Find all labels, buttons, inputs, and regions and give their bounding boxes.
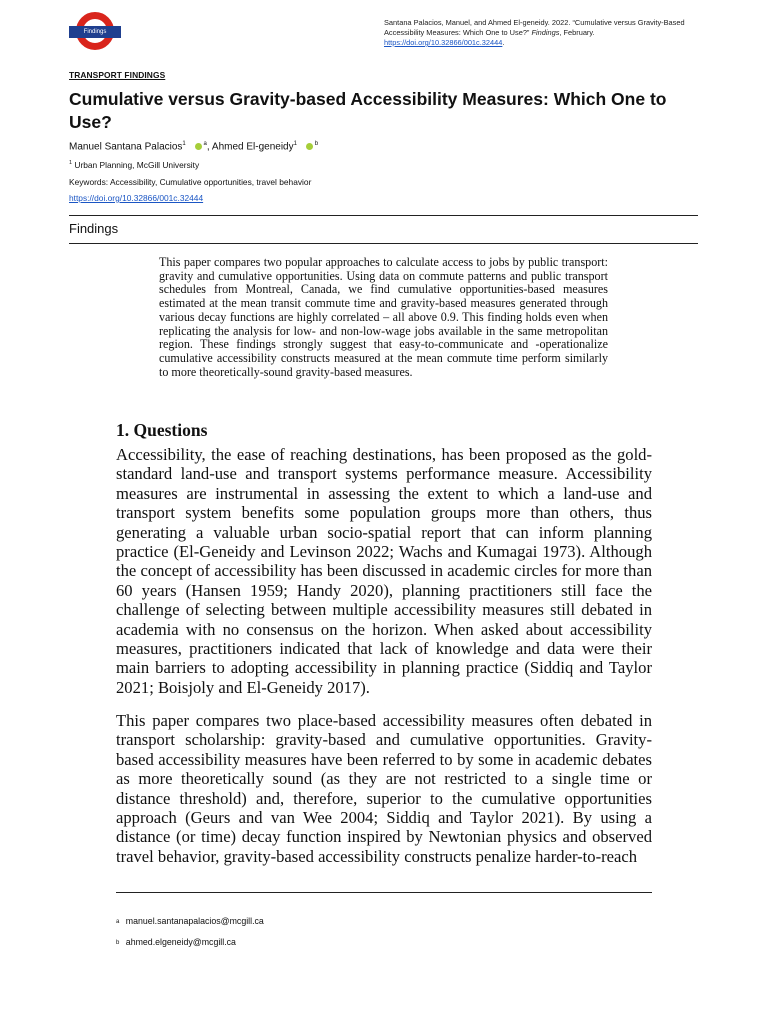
citation-doi-suffix: . <box>502 38 505 47</box>
author-affil-num: 1 <box>293 141 297 147</box>
footnote-email[interactable]: ahmed.elgeneidy@mcgill.ca <box>125 937 236 947</box>
section-tag[interactable]: TRANSPORT FINDINGS <box>69 70 166 80</box>
paper-title: Cumulative versus Gravity-based Accessibility Measures: Which One to Use? <box>69 89 667 132</box>
orcid-icon[interactable] <box>306 143 313 150</box>
footnote-item <box>116 937 236 947</box>
author-list <box>69 141 318 152</box>
findings-logo <box>69 12 121 52</box>
author-name: Ahmed El-geneidy <box>211 141 294 153</box>
footnote-divider <box>116 892 652 893</box>
affiliation-text: Urban Planning, McGill University <box>74 160 200 170</box>
footnote-email[interactable]: manuel.santanapalacios@mcgill.ca <box>125 916 264 926</box>
abstract-text: This paper compares two popular approaches to calculate access to jobs by public transport: gravity and cumulative opportunities. Using data on commute patterns and public transport schedules from Montreal, Canada, we find cumulative opportunities-based measures estimated at the mean transit commute time and gravity-based measures generated through various decay functions are highly correlated – all above 0.9. This finding holds even when replicating the analysis for low- and non-low-wage jobs available in the same metropolitan region. These findings strongly suggest that easy-to-communicate and -operationalize cumulative accessibility constructs measured at the mean commute time perform similarly to more theoretically-sound gravity-based measures. <box>159 255 608 379</box>
footnote-item <box>116 916 264 926</box>
citation-date: , February. <box>559 28 595 37</box>
orcid-icon[interactable] <box>195 143 202 150</box>
author-affil-num: 1 <box>182 141 186 147</box>
keywords: Keywords: Accessibility, Cumulative opportunities, travel behavior <box>69 177 312 187</box>
body-paragraph: Accessibility, the ease of reaching destinations, has been proposed as the gold-standard land-use and transport systems performance measure. Accessibility measures are instrumental in assessing the extent to which a land-use and transport system benefits some population groups more than others, thus generating a valuable urban socio-spatial report that can inform planning practice (El-Geneidy and Levinson 2022; Wachs and Kumagai 1973). Although the concept of accessibility has been discussed in academic circles for more than 60 years (Hansen 1959; Handy 2020), planning practitioners still face the challenge of selecting between multiple accessibility measures still debated in academia with no consensus on the horizon. When asked about accessibility measures, practitioners indicated that lack of knowledge and data were their main barriers to adopting accessibility in planning practice (Siddiq and Taylor 2021; Boisjoly and El-Geneidy 2017). <box>116 445 652 697</box>
section-heading: 1. Questions <box>116 420 208 440</box>
affiliation <box>69 160 199 170</box>
divider-top <box>69 215 698 216</box>
author-separator: , <box>206 141 210 153</box>
body-paragraph: This paper compares two place-based accessibility measures often debated in transport scholarship: gravity-based and cumulative opportunities. Gravity-based accessibility measures have been referred to by some in academic debates as more theoretically sound (as they are not restricted to a single time or distance threshold) and, therefore, superior to the cumulative opportunities approach (Geurs and van Wee 2004; Siddiq and Taylor 2021). By using a distance (or time) decay function inspired by Newtonian physics and observed travel behavior, gravity-based accessibility constructs penalize harder-to-reach <box>116 711 652 866</box>
author-mark: b <box>314 141 319 147</box>
logo-label: Findings <box>69 26 121 38</box>
footnote-mark: a <box>116 918 120 925</box>
affiliation-num: 1 <box>69 160 73 167</box>
author-mark: a <box>203 141 207 147</box>
findings-heading: Findings <box>69 221 119 236</box>
citation-text: Santana Palacios, Manuel, and Ahmed El-geneidy. 2022. “Cumulative versus Gravity-Based Accessibility Measures: Which One to Use?” <box>384 18 685 37</box>
citation-doi-link[interactable]: https://doi.org/10.32866/001c.32444 <box>384 38 503 47</box>
footnote-mark: b <box>116 939 120 946</box>
doi-link[interactable]: https://doi.org/10.32866/001c.32444 <box>69 193 204 203</box>
author-name: Manuel Santana Palacios <box>69 141 183 153</box>
divider-bottom <box>69 243 698 244</box>
citation-journal: Findings <box>531 28 560 37</box>
citation-block <box>384 18 704 48</box>
